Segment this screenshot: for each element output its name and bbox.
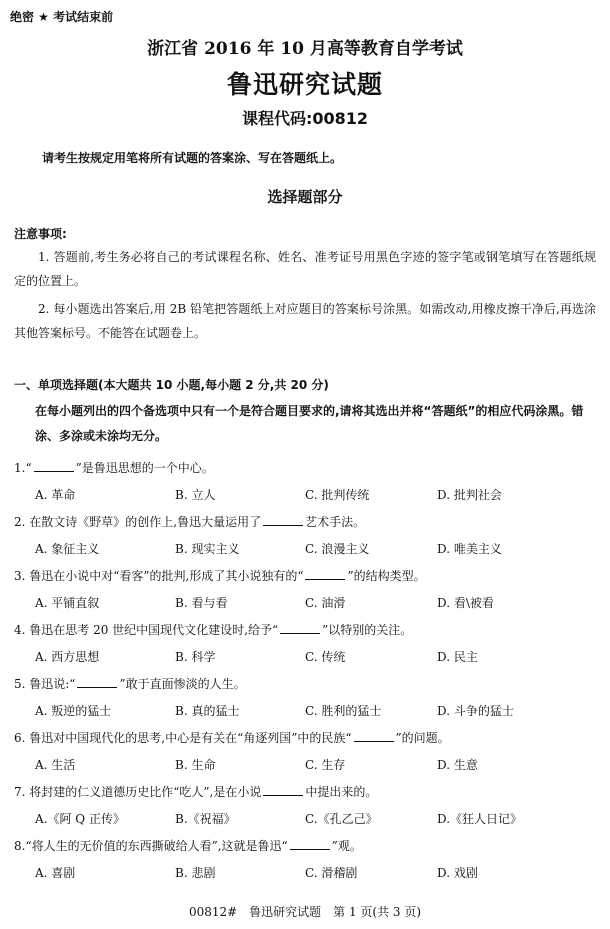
option-b: B. 悲剧 <box>175 866 216 880</box>
option-a: A. 叛逆的猛士 <box>35 704 112 718</box>
answer-blank <box>305 568 345 580</box>
option-a: A. 平铺直叙 <box>35 596 100 610</box>
option-d: D. 唯美主义 <box>437 542 502 556</box>
section-title: 选择题部分 <box>267 188 343 206</box>
section1-title: 一、单项选择题(本大题共 10 小题,每小题 2 分,共 20 分) <box>14 378 329 392</box>
exam-title: 浙江省 2016 年 10 月高等教育自学考试 <box>147 39 463 59</box>
answer-blank <box>34 460 74 472</box>
option-d: D. 民主 <box>437 650 478 664</box>
option-b: B. 现实主义 <box>175 542 240 556</box>
page-footer: 00812# 鲁迅研究试题 第 1 页(共 3 页) <box>188 905 422 919</box>
option-d: D. 戏剧 <box>437 866 478 880</box>
question-text: ”的问题。 <box>395 731 450 745</box>
attention-title: 注意事项: <box>14 227 67 241</box>
attention-item-2: 2. 每小题选出答案后,用 2B 铅笔把答题纸上对应题目的答案标号涂黑。如需改动,用橡皮擦干净后,再选涂其他答案标号。不能答在试题卷上。 <box>14 302 596 340</box>
question-5 <box>14 675 246 692</box>
question-text: 4. 鲁迅在思考 20 世纪中国现代文化建设时,给予“ <box>14 623 279 637</box>
question-7 <box>14 783 377 800</box>
question-text: 艺术手法。 <box>305 515 366 529</box>
question-1 <box>14 459 214 476</box>
option-d: D. 生意 <box>437 758 478 772</box>
answer-notice: 请考生按规定用笔将所有试题的答案涂、写在答题纸上。 <box>42 151 343 165</box>
option-b: B. 生命 <box>175 758 216 772</box>
option-a: A. 喜剧 <box>35 866 76 880</box>
option-b: B. 真的猛士 <box>175 704 240 718</box>
option-c: C. 滑稽剧 <box>305 866 358 880</box>
option-b: B. 看与看 <box>175 596 228 610</box>
confidential-label: 绝密 ★ 考试结束前 <box>10 10 114 24</box>
option-a: A. 革命 <box>35 488 76 502</box>
option-d: D.《狂人日记》 <box>437 812 523 826</box>
option-c: C. 浪漫主义 <box>305 542 370 556</box>
question-text: ”是鲁迅思想的一个中心。 <box>75 461 214 475</box>
answer-blank <box>290 838 330 850</box>
question-2 <box>14 513 365 530</box>
answer-blank <box>354 730 394 742</box>
attention-item-1: 1. 答题前,考生务必将自己的考试课程名称、姓名、准考证号用黑色字迹的签字笔或钢笔填写在答题纸规定的位置上。 <box>14 250 596 288</box>
question-text: ”的结构类型。 <box>347 569 426 583</box>
question-text: ”敢于直面惨淡的人生。 <box>119 677 246 691</box>
question-text: 2. 在散文诗《野草》的创作上,鲁迅大量运用了 <box>14 515 262 529</box>
option-a: A.《阿 Q 正传》 <box>35 812 125 826</box>
option-b: B. 立人 <box>175 488 216 502</box>
option-a: A. 生活 <box>35 758 76 772</box>
question-text: 7. 将封建的仁义道德历史比作“吃人”,是在小说 <box>14 785 262 799</box>
option-a: A. 西方思想 <box>35 650 100 664</box>
course-code: 课程代码:00812 <box>241 109 369 128</box>
question-text: 5. 鲁迅说:“ <box>14 677 76 691</box>
answer-blank <box>77 676 117 688</box>
question-6 <box>14 729 450 746</box>
answer-blank <box>263 514 303 526</box>
question-text: 8.“将人生的无价值的东西撕破给人看”,这就是鲁迅“ <box>14 839 288 853</box>
option-c: C. 胜利的猛士 <box>305 704 382 718</box>
paper-title: 鲁迅研究试题 <box>226 70 383 99</box>
option-d: D. 看\被看 <box>437 596 494 610</box>
question-text: 1.“ <box>14 461 32 475</box>
option-d: D. 斗争的猛士 <box>437 704 514 718</box>
option-c: C. 传统 <box>305 650 346 664</box>
question-3 <box>14 567 426 584</box>
question-text: ”观。 <box>331 839 362 853</box>
question-8 <box>14 837 362 854</box>
answer-blank <box>263 784 303 796</box>
answer-blank <box>280 622 320 634</box>
option-c: C. 油滑 <box>305 596 346 610</box>
question-4 <box>14 621 412 638</box>
option-c: C. 生存 <box>305 758 346 772</box>
question-text: ”以特别的关注。 <box>322 623 413 637</box>
option-b: B. 科学 <box>175 650 216 664</box>
option-b: B.《祝福》 <box>175 812 236 826</box>
question-text: 6. 鲁迅对中国现代化的思考,中心是有关在“角逐列国”中的民族“ <box>14 731 352 745</box>
option-a: A. 象征主义 <box>35 542 100 556</box>
question-text: 中提出来的。 <box>305 785 378 799</box>
option-d: D. 批判社会 <box>437 488 502 502</box>
question-text: 3. 鲁迅在小说中对“看客”的批判,形成了其小说独有的“ <box>14 569 304 583</box>
section1-instructions: 在每小题列出的四个备选项中只有一个是符合题目要求的,请将其选出并将“答题纸”的相应代码涂黑。错涂、多涂或未涂均无分。 <box>35 404 584 443</box>
option-c: C.《孔乙己》 <box>305 812 378 826</box>
option-c: C. 批判传统 <box>305 488 370 502</box>
